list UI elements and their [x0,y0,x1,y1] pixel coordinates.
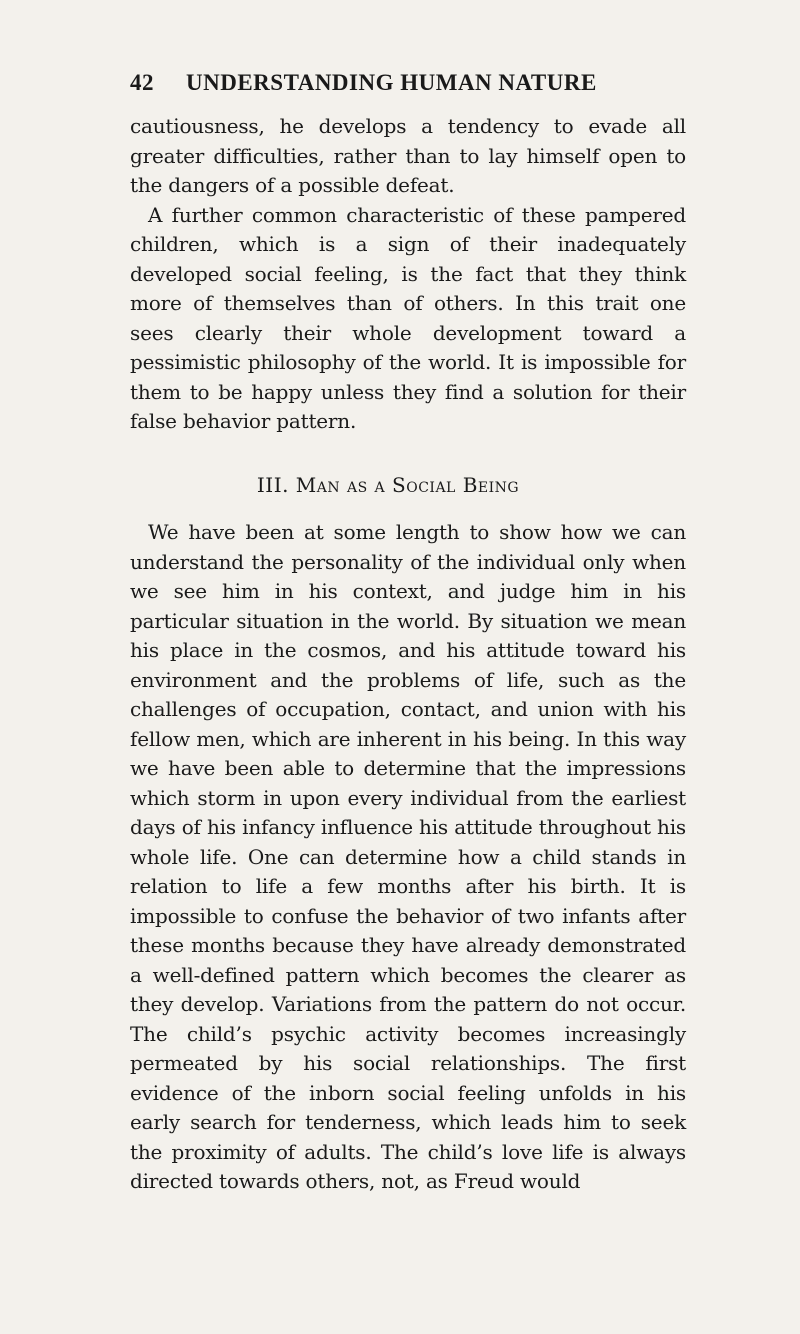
page-number: 42 [130,70,154,95]
paragraph-pampered-children: A further common characteristic of these pampered children, which is a sign of their inadequately developed social feeling, is the fact that they think more of themselves than of others. In this trait one sees clearly their whole development toward a pessimistic philosophy of the world. It is impossible for them to be happy unless they find a solution for their false behavior pattern. [130,202,686,433]
paragraph-continued: cautiousness, he develops a tendency to evade all greater difficulties, rather than to lay himself open to the dangers of a possible defeat. [130,114,686,197]
page-body [130,112,686,1197]
paragraph-social-being: We have been at some length to show how we can understand the personality of the individual only when we see him in his context, and judge him in his particular situation in the world. By situation we mean his place in the cosmos, and his attitude toward his environment and the problems of life, such as the challenges of occupation, contact, and union with his fellow men, which are inherent in his being. In this way we have been able to determine that the impressions which storm in upon every individual from the earliest days of his infancy influence his attitude throughout his whole life. One can determine how a child stands in relation to life a few months after his birth. It is impossible to confuse the behavior of two infants after these months because they have already demonstrated a well-defined pattern which becomes the clearer as they develop. Variations from the pattern do not occur. The child’s psychic activity becomes increasingly permeated by his social relationships. The first evidence of the inborn social feeling unfolds in his early search for tenderness, which leads him to seek the proximity of adults. The child’s love life is always directed towards others, not, as Freud would [130,520,686,1193]
running-title: UNDERSTANDING HUMAN NATURE [186,70,597,95]
section-heading: III. Man as a Social Being [256,472,520,497]
running-header [130,70,690,96]
